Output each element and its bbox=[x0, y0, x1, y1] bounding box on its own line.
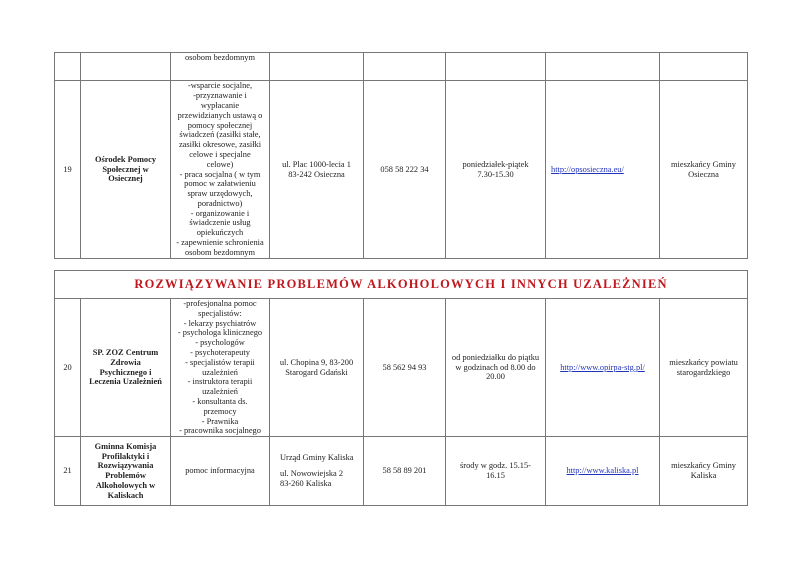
table-row bbox=[55, 81, 748, 259]
institution-name: Ośrodek Pomocy Społecznej w Osiecznej bbox=[81, 81, 171, 259]
description-cell: -wsparcie socjalne, -przyznawanie i wypłacanie przewidzianych ustawą o pomocy społecznej świadczeń (zasiłki stałe, zasiłki okresowe, zasiłki celowe i specjalne celowe) - praca socjalna ( w tym pomoc w załatwieniu spraw urzędowych, poradnictwo) - organizowanie i świadczenie usług opiekuńczych - zapewnienie schronienia osobom bezdomnym bbox=[171, 81, 270, 259]
row-number: 20 bbox=[55, 299, 81, 437]
description-cell: pomoc informacyjna bbox=[171, 437, 270, 506]
description-cell: osobom bezdomnym bbox=[171, 53, 270, 81]
phone-cell: 58 58 89 201 bbox=[364, 437, 446, 506]
institution-name: Gminna Komisja Profilaktyki i Rozwiązywania Problemów Alkoholowych w Kaliskach bbox=[81, 437, 171, 506]
address-cell: ul. Plac 1000-lecia 1 83-242 Osieczna bbox=[270, 81, 364, 259]
table-row bbox=[55, 299, 748, 437]
section-title: ROZWIĄZYWANIE PROBLEMÓW ALKOHOLOWYCH I INNYCH UZALEŻNIEŃ bbox=[55, 271, 748, 299]
phone-cell: 058 58 222 34 bbox=[364, 81, 446, 259]
target-group-cell: mieszkańcy Gminy Kaliska bbox=[660, 437, 748, 506]
target-group-cell: mieszkańcy Gminy Osieczna bbox=[660, 81, 748, 259]
website-link[interactable]: http://www.kaliska.pl bbox=[566, 466, 639, 476]
table-row bbox=[55, 437, 748, 506]
institutions-table-2 bbox=[54, 270, 748, 506]
row-number: 19 bbox=[55, 81, 81, 259]
hours-cell: środy w godz. 15.15- 16.15 bbox=[446, 437, 546, 506]
description-cell: -profesjonalna pomoc specjalistów: - lekarzy psychiatrów - psychologa klinicznego - psychologów - psychoterapeuty - specjalistów terapii uzależnień - instruktora terapii uzależnień - konsultanta ds. przemocy - Prawnika - pracownika socjalnego bbox=[171, 299, 270, 437]
row-number: 21 bbox=[55, 437, 81, 506]
url-cell bbox=[546, 437, 660, 506]
address-cell: ul. Chopina 9, 83-200 Starogard Gdański bbox=[270, 299, 364, 437]
url-cell bbox=[546, 81, 660, 259]
table-row bbox=[55, 53, 748, 81]
url-cell bbox=[546, 299, 660, 437]
website-link[interactable]: http://www.opirpa-stg.pl/ bbox=[560, 362, 645, 372]
address-office: Urząd Gminy Kaliska bbox=[280, 453, 354, 463]
institutions-table-1 bbox=[54, 52, 748, 259]
target-group-cell: mieszkańcy powiatu starogardzkiego bbox=[660, 299, 748, 437]
section-header-row bbox=[55, 271, 748, 299]
phone-cell: 58 562 94 93 bbox=[364, 299, 446, 437]
address-street: ul. Nowowiejska 2 83-260 Kaliska bbox=[280, 469, 344, 489]
institution-name: SP. ZOZ Centrum Zdrowia Psychicznego i Leczenia Uzależnień bbox=[81, 299, 171, 437]
hours-cell: poniedziałek-piątek 7.30-15.30 bbox=[446, 81, 546, 259]
hours-cell: od poniedziałku do piątku w godzinach od 8.00 do 20.00 bbox=[446, 299, 546, 437]
address-cell bbox=[270, 437, 364, 506]
website-link[interactable]: http://opsosieczna.eu/ bbox=[551, 164, 624, 174]
